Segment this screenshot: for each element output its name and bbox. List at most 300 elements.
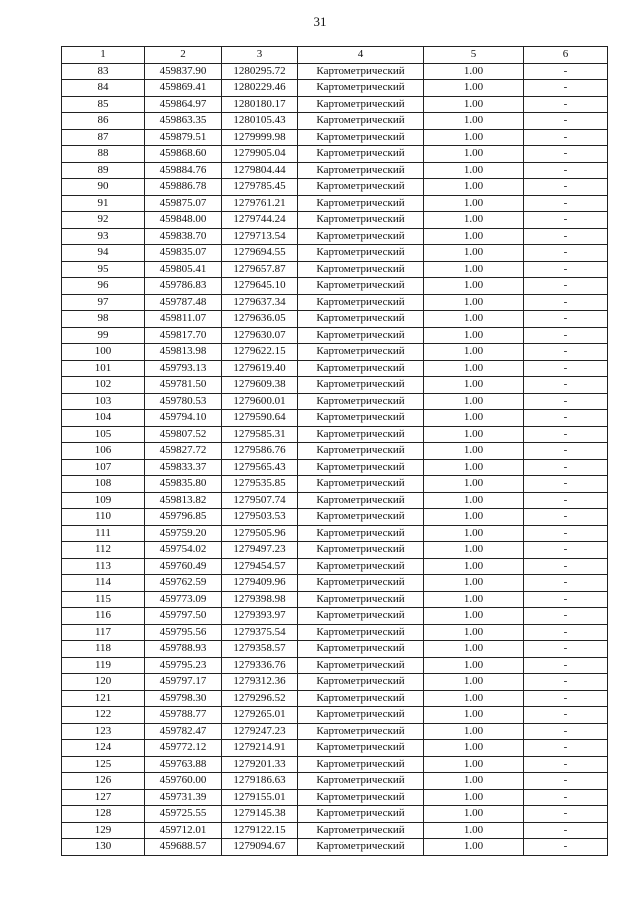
method-cell: Картометрический <box>298 113 424 130</box>
table-row <box>62 822 608 839</box>
table-row <box>62 641 608 658</box>
method-cell: Картометрический <box>298 393 424 410</box>
y-coordinate-cell: 1279312.36 <box>222 674 298 691</box>
table-row <box>62 690 608 707</box>
table-row <box>62 228 608 245</box>
x-coordinate-cell: 459731.39 <box>145 789 222 806</box>
accuracy-cell: 1.00 <box>424 839 524 856</box>
y-coordinate-cell: 1279145.38 <box>222 806 298 823</box>
table-row <box>62 311 608 328</box>
x-coordinate-cell: 459795.56 <box>145 624 222 641</box>
method-cell: Картометрический <box>298 542 424 559</box>
table-row <box>62 261 608 278</box>
y-coordinate-cell: 1279761.21 <box>222 195 298 212</box>
y-coordinate-cell: 1279503.53 <box>222 509 298 526</box>
method-cell: Картометрический <box>298 80 424 97</box>
note-cell: - <box>524 674 608 691</box>
table-row <box>62 294 608 311</box>
column-header: 3 <box>222 47 298 64</box>
note-cell: - <box>524 162 608 179</box>
table-row <box>62 443 608 460</box>
note-cell: - <box>524 822 608 839</box>
x-coordinate-cell: 459848.00 <box>145 212 222 229</box>
y-coordinate-cell: 1280295.72 <box>222 63 298 80</box>
note-cell: - <box>524 492 608 509</box>
point-number-cell: 102 <box>62 377 145 394</box>
note-cell: - <box>524 228 608 245</box>
x-coordinate-cell: 459811.07 <box>145 311 222 328</box>
table-row <box>62 327 608 344</box>
accuracy-cell: 1.00 <box>424 278 524 295</box>
table-row <box>62 344 608 361</box>
method-cell: Картометрический <box>298 162 424 179</box>
y-coordinate-cell: 1279586.76 <box>222 443 298 460</box>
point-number-cell: 94 <box>62 245 145 262</box>
point-number-cell: 90 <box>62 179 145 196</box>
note-cell: - <box>524 245 608 262</box>
accuracy-cell: 1.00 <box>424 707 524 724</box>
accuracy-cell: 1.00 <box>424 476 524 493</box>
table-row <box>62 426 608 443</box>
accuracy-cell: 1.00 <box>424 608 524 625</box>
x-coordinate-cell: 459787.48 <box>145 294 222 311</box>
note-cell: - <box>524 575 608 592</box>
x-coordinate-cell: 459886.78 <box>145 179 222 196</box>
y-coordinate-cell: 1279507.74 <box>222 492 298 509</box>
table-row <box>62 591 608 608</box>
x-coordinate-cell: 459863.35 <box>145 113 222 130</box>
table-row <box>62 608 608 625</box>
point-number-cell: 83 <box>62 63 145 80</box>
method-cell: Картометрический <box>298 344 424 361</box>
x-coordinate-cell: 459754.02 <box>145 542 222 559</box>
point-number-cell: 104 <box>62 410 145 427</box>
y-coordinate-cell: 1279214.91 <box>222 740 298 757</box>
table-row <box>62 740 608 757</box>
method-cell: Картометрический <box>298 261 424 278</box>
accuracy-cell: 1.00 <box>424 63 524 80</box>
accuracy-cell: 1.00 <box>424 542 524 559</box>
x-coordinate-cell: 459837.90 <box>145 63 222 80</box>
x-coordinate-cell: 459788.77 <box>145 707 222 724</box>
method-cell: Картометрический <box>298 63 424 80</box>
y-coordinate-cell: 1279619.40 <box>222 360 298 377</box>
point-number-cell: 105 <box>62 426 145 443</box>
accuracy-cell: 1.00 <box>424 773 524 790</box>
accuracy-cell: 1.00 <box>424 624 524 641</box>
x-coordinate-cell: 459795.23 <box>145 657 222 674</box>
method-cell: Картометрический <box>298 96 424 113</box>
note-cell: - <box>524 690 608 707</box>
accuracy-cell: 1.00 <box>424 212 524 229</box>
accuracy-cell: 1.00 <box>424 657 524 674</box>
accuracy-cell: 1.00 <box>424 690 524 707</box>
y-coordinate-cell: 1279375.54 <box>222 624 298 641</box>
accuracy-cell: 1.00 <box>424 443 524 460</box>
y-coordinate-cell: 1279336.76 <box>222 657 298 674</box>
y-coordinate-cell: 1279454.57 <box>222 558 298 575</box>
y-coordinate-cell: 1279785.45 <box>222 179 298 196</box>
method-cell: Картометрический <box>298 129 424 146</box>
table-row <box>62 146 608 163</box>
x-coordinate-cell: 459813.82 <box>145 492 222 509</box>
column-header: 6 <box>524 47 608 64</box>
point-number-cell: 103 <box>62 393 145 410</box>
note-cell: - <box>524 179 608 196</box>
accuracy-cell: 1.00 <box>424 525 524 542</box>
y-coordinate-cell: 1279358.57 <box>222 641 298 658</box>
point-number-cell: 130 <box>62 839 145 856</box>
method-cell: Картометрический <box>298 575 424 592</box>
point-number-cell: 118 <box>62 641 145 658</box>
x-coordinate-cell: 459805.41 <box>145 261 222 278</box>
y-coordinate-cell: 1279694.55 <box>222 245 298 262</box>
table-row <box>62 459 608 476</box>
table-row <box>62 195 608 212</box>
point-number-cell: 96 <box>62 278 145 295</box>
table-row <box>62 558 608 575</box>
method-cell: Картометрический <box>298 443 424 460</box>
method-cell: Картометрический <box>298 839 424 856</box>
note-cell: - <box>524 740 608 757</box>
note-cell: - <box>524 509 608 526</box>
note-cell: - <box>524 641 608 658</box>
note-cell: - <box>524 426 608 443</box>
y-coordinate-cell: 1280180.17 <box>222 96 298 113</box>
point-number-cell: 112 <box>62 542 145 559</box>
note-cell: - <box>524 624 608 641</box>
x-coordinate-cell: 459879.51 <box>145 129 222 146</box>
note-cell: - <box>524 327 608 344</box>
accuracy-cell: 1.00 <box>424 509 524 526</box>
point-number-cell: 113 <box>62 558 145 575</box>
accuracy-cell: 1.00 <box>424 723 524 740</box>
note-cell: - <box>524 756 608 773</box>
x-coordinate-cell: 459798.30 <box>145 690 222 707</box>
y-coordinate-cell: 1279657.87 <box>222 261 298 278</box>
point-number-cell: 119 <box>62 657 145 674</box>
accuracy-cell: 1.00 <box>424 311 524 328</box>
point-number-cell: 124 <box>62 740 145 757</box>
x-coordinate-cell: 459838.70 <box>145 228 222 245</box>
note-cell: - <box>524 525 608 542</box>
method-cell: Картометрический <box>298 492 424 509</box>
note-cell: - <box>524 311 608 328</box>
note-cell: - <box>524 443 608 460</box>
y-coordinate-cell: 1279590.64 <box>222 410 298 427</box>
note-cell: - <box>524 806 608 823</box>
table-row <box>62 80 608 97</box>
table-row <box>62 492 608 509</box>
y-coordinate-cell: 1279409.96 <box>222 575 298 592</box>
x-coordinate-cell: 459868.60 <box>145 146 222 163</box>
y-coordinate-cell: 1279565.43 <box>222 459 298 476</box>
accuracy-cell: 1.00 <box>424 822 524 839</box>
y-coordinate-cell: 1279535.85 <box>222 476 298 493</box>
method-cell: Картометрический <box>298 591 424 608</box>
table-row <box>62 624 608 641</box>
accuracy-cell: 1.00 <box>424 129 524 146</box>
note-cell: - <box>524 608 608 625</box>
accuracy-cell: 1.00 <box>424 575 524 592</box>
method-cell: Картометрический <box>298 707 424 724</box>
method-cell: Картометрический <box>298 740 424 757</box>
note-cell: - <box>524 212 608 229</box>
method-cell: Картометрический <box>298 723 424 740</box>
table-header-row <box>62 47 608 64</box>
table-row <box>62 410 608 427</box>
point-number-cell: 100 <box>62 344 145 361</box>
note-cell: - <box>524 591 608 608</box>
method-cell: Картометрический <box>298 789 424 806</box>
method-cell: Картометрический <box>298 690 424 707</box>
table-row <box>62 509 608 526</box>
y-coordinate-cell: 1279393.97 <box>222 608 298 625</box>
accuracy-cell: 1.00 <box>424 344 524 361</box>
point-number-cell: 95 <box>62 261 145 278</box>
point-number-cell: 88 <box>62 146 145 163</box>
note-cell: - <box>524 80 608 97</box>
point-number-cell: 107 <box>62 459 145 476</box>
accuracy-cell: 1.00 <box>424 327 524 344</box>
method-cell: Картометрический <box>298 558 424 575</box>
x-coordinate-cell: 459817.70 <box>145 327 222 344</box>
accuracy-cell: 1.00 <box>424 179 524 196</box>
y-coordinate-cell: 1279600.01 <box>222 393 298 410</box>
method-cell: Картометрический <box>298 195 424 212</box>
point-number-cell: 110 <box>62 509 145 526</box>
accuracy-cell: 1.00 <box>424 377 524 394</box>
method-cell: Картометрический <box>298 822 424 839</box>
x-coordinate-cell: 459884.76 <box>145 162 222 179</box>
y-coordinate-cell: 1279094.67 <box>222 839 298 856</box>
y-coordinate-cell: 1279905.04 <box>222 146 298 163</box>
table-row <box>62 360 608 377</box>
method-cell: Картометрический <box>298 212 424 229</box>
y-coordinate-cell: 1279622.15 <box>222 344 298 361</box>
y-coordinate-cell: 1279505.96 <box>222 525 298 542</box>
table-row <box>62 674 608 691</box>
method-cell: Картометрический <box>298 377 424 394</box>
table-row <box>62 525 608 542</box>
y-coordinate-cell: 1279585.31 <box>222 426 298 443</box>
method-cell: Картометрический <box>298 426 424 443</box>
accuracy-cell: 1.00 <box>424 195 524 212</box>
point-number-cell: 89 <box>62 162 145 179</box>
x-coordinate-cell: 459797.50 <box>145 608 222 625</box>
point-number-cell: 101 <box>62 360 145 377</box>
y-coordinate-cell: 1280105.43 <box>222 113 298 130</box>
y-coordinate-cell: 1280229.46 <box>222 80 298 97</box>
method-cell: Картометрический <box>298 327 424 344</box>
table-row <box>62 113 608 130</box>
method-cell: Картометрический <box>298 806 424 823</box>
accuracy-cell: 1.00 <box>424 393 524 410</box>
accuracy-cell: 1.00 <box>424 789 524 806</box>
table-row <box>62 789 608 806</box>
point-number-cell: 122 <box>62 707 145 724</box>
y-coordinate-cell: 1279497.23 <box>222 542 298 559</box>
y-coordinate-cell: 1279804.44 <box>222 162 298 179</box>
y-coordinate-cell: 1279609.38 <box>222 377 298 394</box>
method-cell: Картометрический <box>298 294 424 311</box>
x-coordinate-cell: 459833.37 <box>145 459 222 476</box>
note-cell: - <box>524 657 608 674</box>
point-number-cell: 99 <box>62 327 145 344</box>
note-cell: - <box>524 113 608 130</box>
x-coordinate-cell: 459760.49 <box>145 558 222 575</box>
accuracy-cell: 1.00 <box>424 410 524 427</box>
y-coordinate-cell: 1279999.98 <box>222 129 298 146</box>
x-coordinate-cell: 459835.80 <box>145 476 222 493</box>
accuracy-cell: 1.00 <box>424 162 524 179</box>
x-coordinate-cell: 459773.09 <box>145 591 222 608</box>
accuracy-cell: 1.00 <box>424 426 524 443</box>
x-coordinate-cell: 459762.59 <box>145 575 222 592</box>
note-cell: - <box>524 63 608 80</box>
point-number-cell: 115 <box>62 591 145 608</box>
accuracy-cell: 1.00 <box>424 228 524 245</box>
y-coordinate-cell: 1279201.33 <box>222 756 298 773</box>
y-coordinate-cell: 1279296.52 <box>222 690 298 707</box>
point-number-cell: 120 <box>62 674 145 691</box>
x-coordinate-cell: 459759.20 <box>145 525 222 542</box>
point-number-cell: 123 <box>62 723 145 740</box>
point-number-cell: 87 <box>62 129 145 146</box>
accuracy-cell: 1.00 <box>424 806 524 823</box>
method-cell: Картометрический <box>298 459 424 476</box>
point-number-cell: 128 <box>62 806 145 823</box>
column-header: 5 <box>424 47 524 64</box>
method-cell: Картометрический <box>298 641 424 658</box>
x-coordinate-cell: 459712.01 <box>145 822 222 839</box>
method-cell: Картометрический <box>298 228 424 245</box>
note-cell: - <box>524 393 608 410</box>
accuracy-cell: 1.00 <box>424 558 524 575</box>
accuracy-cell: 1.00 <box>424 591 524 608</box>
x-coordinate-cell: 459827.72 <box>145 443 222 460</box>
y-coordinate-cell: 1279645.10 <box>222 278 298 295</box>
method-cell: Картометрический <box>298 525 424 542</box>
note-cell: - <box>524 773 608 790</box>
accuracy-cell: 1.00 <box>424 360 524 377</box>
point-number-cell: 126 <box>62 773 145 790</box>
method-cell: Картометрический <box>298 773 424 790</box>
accuracy-cell: 1.00 <box>424 294 524 311</box>
accuracy-cell: 1.00 <box>424 96 524 113</box>
note-cell: - <box>524 459 608 476</box>
table-row <box>62 162 608 179</box>
point-number-cell: 117 <box>62 624 145 641</box>
column-header: 4 <box>298 47 424 64</box>
y-coordinate-cell: 1279713.54 <box>222 228 298 245</box>
table-row <box>62 212 608 229</box>
point-number-cell: 109 <box>62 492 145 509</box>
point-number-cell: 97 <box>62 294 145 311</box>
y-coordinate-cell: 1279265.01 <box>222 707 298 724</box>
point-number-cell: 91 <box>62 195 145 212</box>
method-cell: Картометрический <box>298 657 424 674</box>
table-row <box>62 773 608 790</box>
accuracy-cell: 1.00 <box>424 459 524 476</box>
point-number-cell: 86 <box>62 113 145 130</box>
x-coordinate-cell: 459688.57 <box>145 839 222 856</box>
point-number-cell: 85 <box>62 96 145 113</box>
column-header: 1 <box>62 47 145 64</box>
table-row <box>62 657 608 674</box>
x-coordinate-cell: 459786.83 <box>145 278 222 295</box>
table-row <box>62 806 608 823</box>
note-cell: - <box>524 261 608 278</box>
note-cell: - <box>524 344 608 361</box>
table-row <box>62 129 608 146</box>
point-number-cell: 84 <box>62 80 145 97</box>
table-row <box>62 278 608 295</box>
table-row <box>62 707 608 724</box>
accuracy-cell: 1.00 <box>424 146 524 163</box>
method-cell: Картометрический <box>298 476 424 493</box>
column-header: 2 <box>145 47 222 64</box>
note-cell: - <box>524 542 608 559</box>
point-number-cell: 111 <box>62 525 145 542</box>
point-number-cell: 92 <box>62 212 145 229</box>
method-cell: Картометрический <box>298 245 424 262</box>
x-coordinate-cell: 459813.98 <box>145 344 222 361</box>
method-cell: Картометрический <box>298 360 424 377</box>
y-coordinate-cell: 1279186.63 <box>222 773 298 790</box>
note-cell: - <box>524 278 608 295</box>
table-row <box>62 542 608 559</box>
table-row <box>62 839 608 856</box>
x-coordinate-cell: 459875.07 <box>145 195 222 212</box>
y-coordinate-cell: 1279630.07 <box>222 327 298 344</box>
method-cell: Картометрический <box>298 674 424 691</box>
note-cell: - <box>524 476 608 493</box>
note-cell: - <box>524 558 608 575</box>
point-number-cell: 106 <box>62 443 145 460</box>
x-coordinate-cell: 459797.17 <box>145 674 222 691</box>
note-cell: - <box>524 789 608 806</box>
table-row <box>62 756 608 773</box>
method-cell: Картометрический <box>298 410 424 427</box>
page-number: 31 <box>313 14 327 29</box>
point-number-cell: 108 <box>62 476 145 493</box>
point-number-cell: 129 <box>62 822 145 839</box>
x-coordinate-cell: 459760.00 <box>145 773 222 790</box>
x-coordinate-cell: 459772.12 <box>145 740 222 757</box>
accuracy-cell: 1.00 <box>424 261 524 278</box>
coordinates-table <box>61 46 608 856</box>
note-cell: - <box>524 707 608 724</box>
x-coordinate-cell: 459782.47 <box>145 723 222 740</box>
method-cell: Картометрический <box>298 509 424 526</box>
accuracy-cell: 1.00 <box>424 113 524 130</box>
y-coordinate-cell: 1279155.01 <box>222 789 298 806</box>
point-number-cell: 98 <box>62 311 145 328</box>
method-cell: Картометрический <box>298 146 424 163</box>
method-cell: Картометрический <box>298 608 424 625</box>
y-coordinate-cell: 1279398.98 <box>222 591 298 608</box>
table-row <box>62 476 608 493</box>
x-coordinate-cell: 459835.07 <box>145 245 222 262</box>
note-cell: - <box>524 146 608 163</box>
x-coordinate-cell: 459794.10 <box>145 410 222 427</box>
x-coordinate-cell: 459780.53 <box>145 393 222 410</box>
table-row <box>62 393 608 410</box>
note-cell: - <box>524 410 608 427</box>
note-cell: - <box>524 723 608 740</box>
y-coordinate-cell: 1279744.24 <box>222 212 298 229</box>
